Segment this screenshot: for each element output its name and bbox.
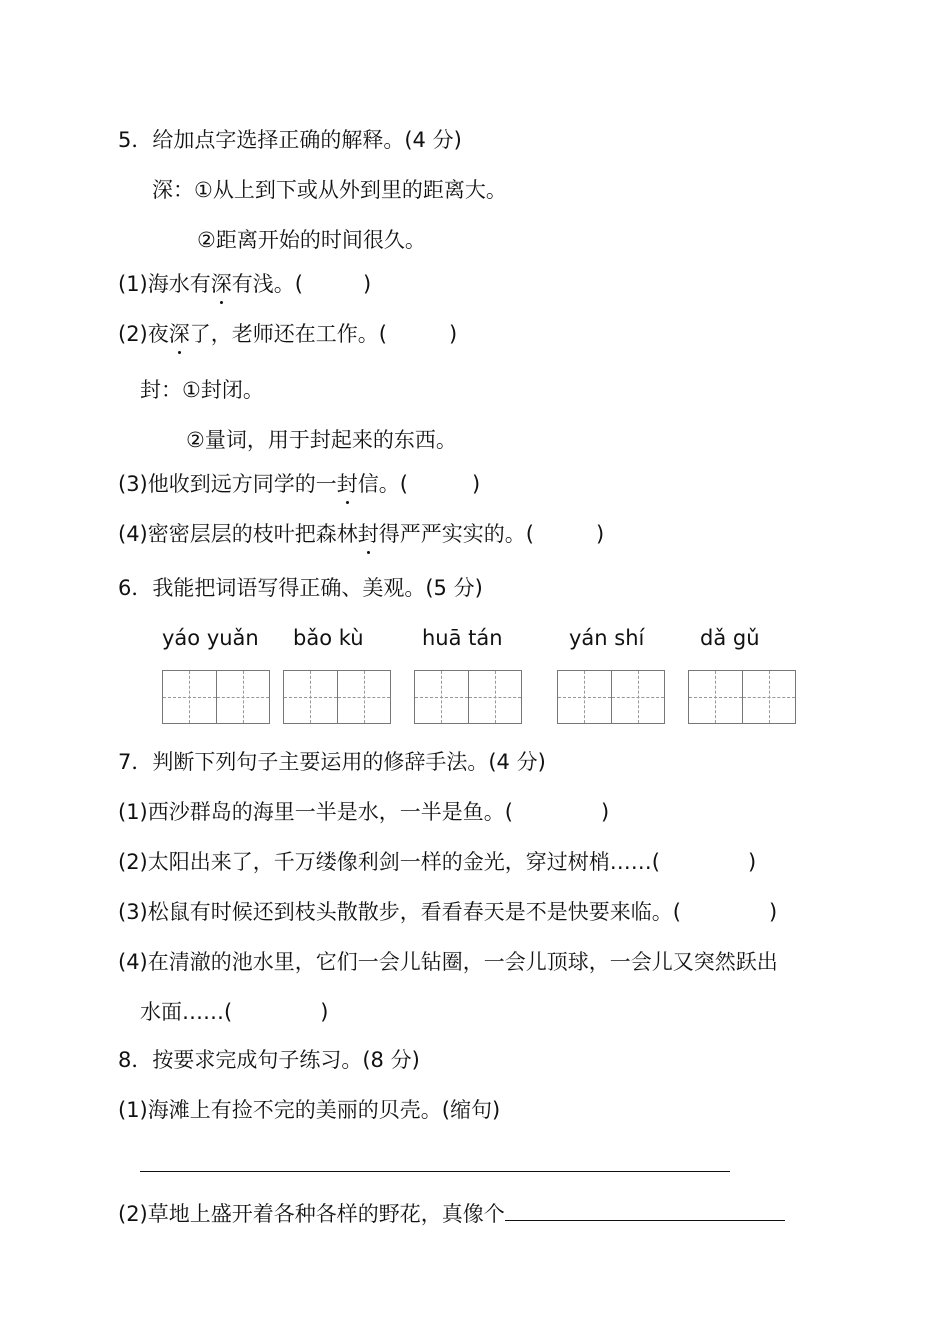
writing-grid[interactable] — [688, 670, 796, 724]
sentence-text: (1)西沙群岛的海里一半是水，一半是鱼。( — [118, 800, 513, 824]
dotted-character: 深 — [210, 272, 232, 296]
q8-sentence-2 — [118, 1198, 785, 1228]
sentence-text: (1)海水有 — [118, 272, 211, 296]
pinyin-label: yáo yuǎn — [162, 626, 259, 650]
dotted-character: 封 — [357, 522, 379, 546]
sentence-text: 有浅。( — [231, 272, 303, 296]
close-paren: ) — [448, 322, 458, 346]
close-paren: ) — [362, 272, 372, 296]
q5-sentence-2 — [118, 320, 457, 348]
sentence-text: (2)太阳出来了，千万缕像利剑一样的金光，穿过树梢……( — [118, 850, 660, 874]
writing-grid[interactable] — [162, 670, 270, 724]
pinyin-label: dǎ gǔ — [700, 626, 760, 650]
grid-cell[interactable] — [163, 671, 216, 723]
grid-cell[interactable] — [216, 671, 270, 723]
close-paren: ) — [471, 472, 481, 496]
grid-cell[interactable] — [558, 671, 611, 723]
sentence-text: 了，老师还在工作。( — [189, 322, 387, 346]
feng-definition-2: ②量词，用于封起来的东西。 — [186, 428, 457, 452]
writing-grid[interactable] — [283, 670, 391, 724]
q7-sentence-1 — [118, 798, 609, 826]
dotted-character: 封 — [336, 472, 358, 496]
shen-definition-2: ②距离开始的时间很久。 — [197, 228, 426, 252]
close-paren: ) — [600, 800, 610, 824]
grid-cell[interactable] — [742, 671, 796, 723]
sentence-text: (4)密密层层的枝叶把森林 — [118, 522, 358, 546]
answer-line[interactable] — [505, 1198, 785, 1221]
grid-cell[interactable] — [611, 671, 665, 723]
dotted-character: 深 — [168, 322, 190, 346]
q5-title: 5．给加点字选择正确的解释。(4 分) — [118, 128, 462, 152]
grid-cell[interactable] — [284, 671, 337, 723]
q8-title: 8．按要求完成句子练习。(8 分) — [118, 1048, 420, 1072]
pinyin-label: bǎo kù — [293, 626, 364, 650]
feng-definition-1: 封：①封闭。 — [140, 378, 264, 402]
q7-sentence-4-line-2 — [140, 998, 328, 1026]
q8-sentence-1: (1)海滩上有捡不完的美丽的贝壳。(缩句) — [118, 1098, 501, 1122]
grid-cell[interactable] — [415, 671, 468, 723]
grid-cell[interactable] — [689, 671, 742, 723]
q6-title: 6．我能把词语写得正确、美观。(5 分) — [118, 576, 483, 600]
q7-title: 7．判断下列句子主要运用的修辞手法。(4 分) — [118, 750, 546, 774]
sentence-text: (3)他收到远方同学的一 — [118, 472, 337, 496]
sentence-text: 得严严实实的。( — [378, 522, 534, 546]
writing-grid[interactable] — [414, 670, 522, 724]
q5-sentence-1 — [118, 270, 371, 298]
sentence-text: 信。( — [357, 472, 408, 496]
sentence-text: (2)夜 — [118, 322, 169, 346]
grid-cell[interactable] — [468, 671, 522, 723]
answer-line[interactable] — [140, 1171, 730, 1172]
close-paren: ) — [595, 522, 605, 546]
close-paren: ) — [747, 850, 757, 874]
q5-sentence-4 — [118, 520, 604, 548]
grid-cell[interactable] — [337, 671, 391, 723]
pinyin-label: yán shí — [569, 626, 645, 650]
writing-grid[interactable] — [557, 670, 665, 724]
close-paren: ) — [320, 1000, 329, 1024]
shen-definition-1: 深：①从上到下或从外到里的距离大。 — [152, 178, 507, 202]
sentence-text: (3)松鼠有时候还到枝头散散步，看看春天是不是快要来临。( — [118, 900, 681, 924]
q5-sentence-3 — [118, 470, 480, 498]
pinyin-label: huā tán — [422, 626, 503, 650]
q7-sentence-4-line-1: (4)在清澈的池水里，它们一会儿钻圈，一会儿顶球，一会儿又突然跃出 — [118, 950, 778, 974]
sentence-text: 水面……( — [140, 1000, 233, 1024]
q7-sentence-3 — [118, 898, 777, 926]
close-paren: ) — [768, 900, 778, 924]
q7-sentence-2 — [118, 848, 756, 876]
sentence-text: (2)草地上盛开着各种各样的野花，真像个 — [118, 1202, 505, 1226]
